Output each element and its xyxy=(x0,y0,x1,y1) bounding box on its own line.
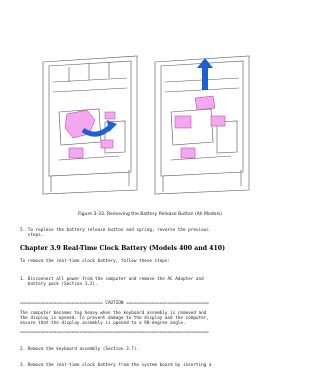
battery-release-illustration-right xyxy=(151,52,253,197)
step-3-line-1: 3. Remove the real-time clock battery from the system board by inserting a xyxy=(20,363,212,368)
step-5-line-2: steps. xyxy=(20,233,44,238)
chapter-intro: To remove the real-time clock battery, follow these steps: xyxy=(20,259,171,264)
step-5-line-1: 5. To replace the battery release button and spring, reverse the previous xyxy=(20,228,209,233)
step-1-line-1: 1. Disconnect all power from the computer and remove the AC Adapter and xyxy=(20,277,204,282)
figure-panel-right xyxy=(151,52,253,197)
step-1-line-2: battery pack (Section 3.2). xyxy=(20,282,98,287)
caution-line-1: The computer becomes top heavy when the keyboard assembly is removed and xyxy=(20,311,207,316)
step-2-line-1: 2. Remove the keyboard assembly (Section 3.7). xyxy=(20,347,139,352)
figure-panel-left xyxy=(39,52,141,197)
caution-line-2: the display is opened. To prevent damage to the display and the computer, xyxy=(20,316,209,321)
figure-caption: Figure 3-33. Removing the Battery Release Button (All Models) xyxy=(78,212,222,217)
battery-release-illustration-left xyxy=(39,52,141,197)
caution-line-3: ensure that the display assembly is opened to a 90-degree angle. xyxy=(20,321,186,326)
chapter-heading: Chapter 3.9 Real-Time Clock Battery (Models 400 and 410) xyxy=(20,245,226,252)
caution-top-rule: ================================ CAUTION ================================ xyxy=(20,301,209,306)
battery-release-figure xyxy=(39,52,253,197)
caution-bottom-rule: ========================================================================= xyxy=(20,330,209,335)
